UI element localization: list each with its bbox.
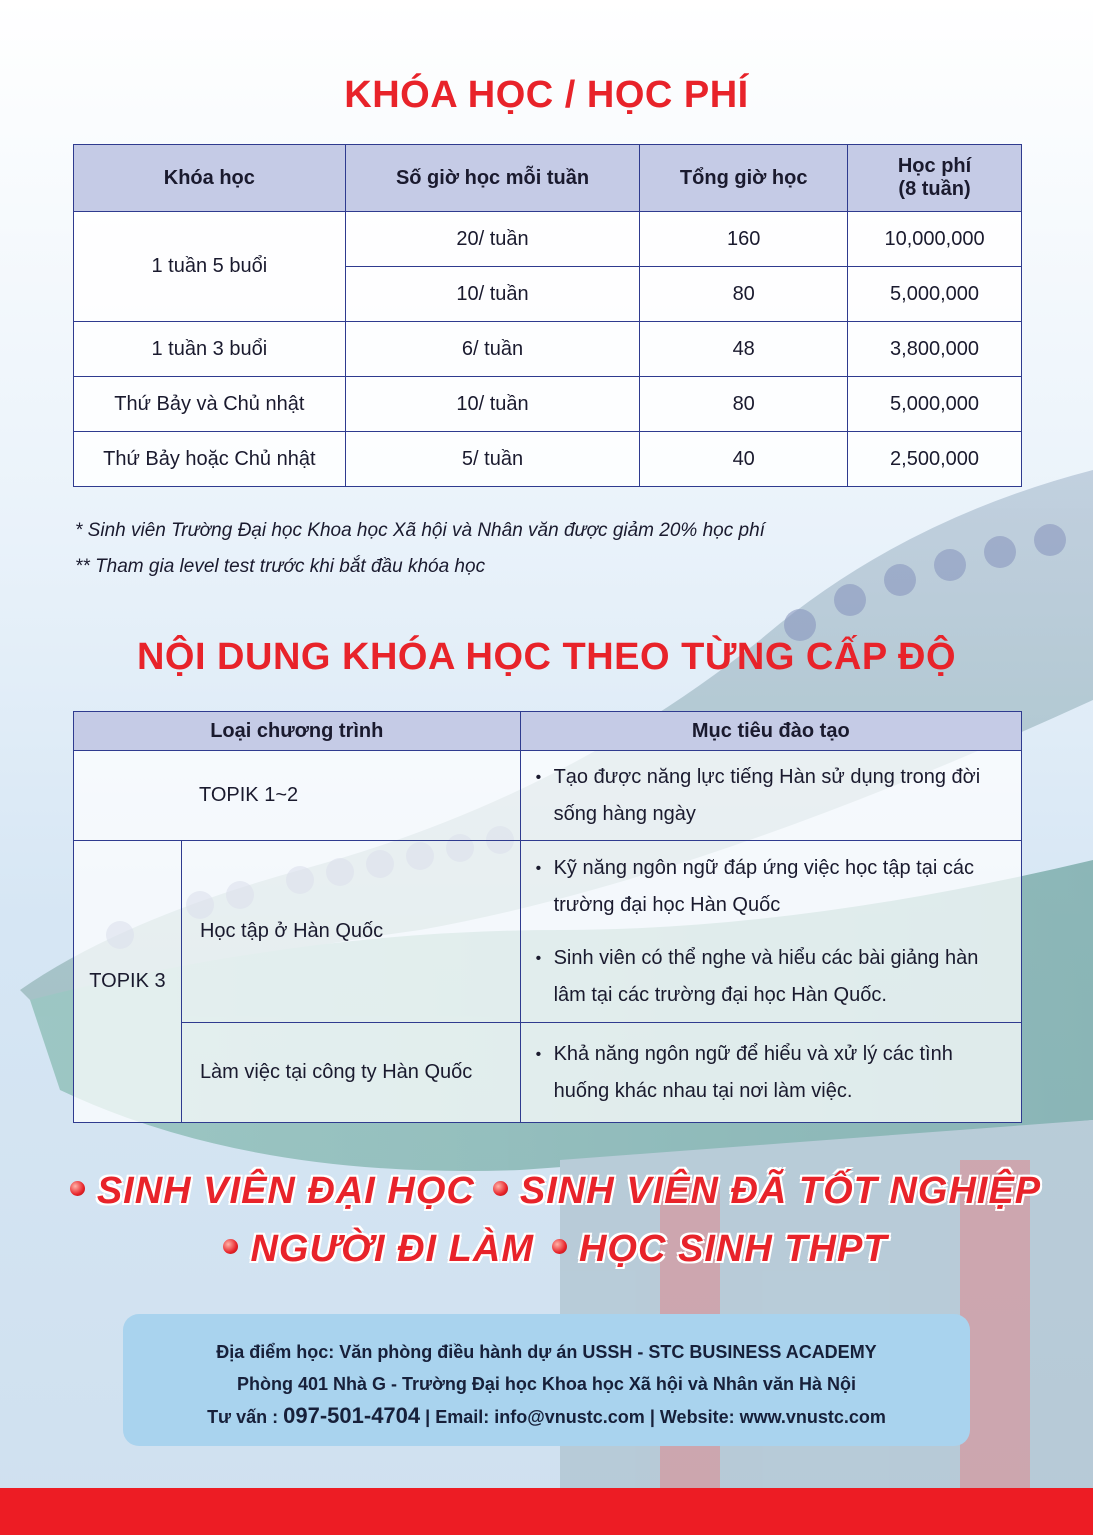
fee: 2,500,000: [848, 432, 1022, 487]
fee-notes: [75, 513, 765, 585]
audience-line-1: [0, 1170, 1093, 1213]
hours-per-week: 6/ tuần: [345, 322, 640, 377]
fees-title: KHÓA HỌC / HỌC PHÍ: [344, 74, 749, 116]
total-hours: 48: [640, 322, 848, 377]
fee: 5,000,000: [848, 377, 1022, 432]
goal-item: [522, 759, 1020, 833]
contact-email[interactable]: Email: info@vnustc.com: [435, 1407, 645, 1427]
table-row: [74, 322, 1022, 377]
total-hours: 80: [640, 377, 848, 432]
table-header-row: [74, 145, 1022, 212]
goal-text: Sinh viên có thể nghe và hiểu các bài giảng hàn lâm tại các trường đại học Hàn Quốc.: [553, 946, 979, 1006]
subprogram-study: Học tập ở Hàn Quốc: [181, 841, 520, 1023]
goal-text: Tạo được năng lực tiếng Hàn sử dụng trong đời sống hàng ngày: [553, 765, 981, 825]
contact-website[interactable]: Website: www.vnustc.com: [659, 1407, 886, 1427]
table-row: [74, 432, 1022, 487]
fee: 5,000,000: [848, 267, 1022, 322]
goal-text: Khả năng ngôn ngữ để hiểu và xử lý các tình huống khác nhau tại nơi làm việc.: [553, 1042, 953, 1102]
hours-per-week: 20/ tuần: [345, 212, 640, 267]
bullet-icon: •: [535, 949, 542, 967]
note-discount: * Sinh viên Trường Đại học Khoa học Xã hội và Nhân văn được giảm 20% học phí: [75, 520, 765, 541]
total-hours: 40: [640, 432, 848, 487]
contact-location: Địa điểm học: Văn phòng điều hành dự án USSH - STC BUSINESS ACADEMY: [216, 1342, 877, 1362]
table-row: [74, 751, 1022, 841]
bullet-ball-icon: [552, 1239, 567, 1254]
level-table: [73, 711, 1022, 1123]
hotline-number[interactable]: 097-501-4704: [283, 1403, 421, 1428]
course-name: Thứ Bảy và Chủ nhật: [74, 377, 346, 432]
col-header-hours-per-week: Số giờ học mỗi tuần: [345, 145, 640, 212]
separator: |: [649, 1407, 655, 1427]
total-hours: 160: [640, 212, 848, 267]
col-header-fee: [848, 145, 1022, 212]
goals-cell: [520, 751, 1021, 841]
col-header-total-hours: Tổng giờ học: [640, 145, 848, 212]
fee: 10,000,000: [848, 212, 1022, 267]
course-name: 1 tuần 5 buổi: [74, 212, 346, 322]
bullet-icon: •: [535, 1045, 542, 1063]
col-header-program: Loại chương trình: [74, 712, 521, 751]
bullet-ball-icon: [223, 1239, 238, 1254]
table-row: [74, 212, 1022, 267]
goals-cell: [520, 1023, 1021, 1123]
hotline-label: Tư vấn :: [207, 1407, 279, 1427]
contact-details: [123, 1400, 970, 1433]
audience-university-students: SINH VIÊN ĐẠI HỌC: [96, 1170, 475, 1212]
goal-item: [522, 850, 1020, 924]
bullet-icon: •: [535, 768, 542, 786]
fee-table: [73, 144, 1022, 487]
goal-item: [522, 1036, 1020, 1110]
col-header-fee-label: Học phí: [897, 155, 972, 177]
bullet-ball-icon: [70, 1181, 85, 1196]
table-row: [74, 841, 1022, 1023]
levels-title: NỘI DUNG KHÓA HỌC THEO TỪNG CẤP ĐỘ: [136, 636, 957, 678]
audience-workers: NGƯỜI ĐI LÀM: [250, 1228, 534, 1270]
total-hours: 80: [640, 267, 848, 322]
bullet-ball-icon: [493, 1181, 508, 1196]
subprogram-work: Làm việc tại công ty Hàn Quốc: [181, 1023, 520, 1123]
table-row: [74, 377, 1022, 432]
program-topik3: TOPIK 3: [74, 841, 182, 1123]
audience-line-2: [0, 1228, 1093, 1271]
course-name: Thứ Bảy hoặc Chủ nhật: [74, 432, 346, 487]
fee: 3,800,000: [848, 322, 1022, 377]
hours-per-week: 10/ tuần: [345, 377, 640, 432]
course-name: 1 tuần 3 buổi: [74, 322, 346, 377]
audience-high-school: HỌC SINH THPT: [578, 1228, 888, 1270]
goal-text: Kỹ năng ngôn ngữ đáp ứng việc học tập tại các trường đại học Hàn Quốc: [553, 856, 974, 916]
note-level-test: ** Tham gia level test trước khi bắt đầu khóa học: [75, 556, 486, 577]
contact-box: [123, 1314, 970, 1446]
table-header-row: [74, 712, 1022, 751]
goal-item: [522, 940, 1020, 1014]
audience-graduates: SINH VIÊN ĐÃ TỐT NGHIỆP: [519, 1170, 1042, 1212]
goals-cell: [520, 841, 1021, 1023]
program-topik12: TOPIK 1~2: [74, 751, 521, 841]
col-header-goals: Mục tiêu đào tạo: [520, 712, 1021, 751]
bullet-icon: •: [535, 859, 542, 877]
hours-per-week: 5/ tuần: [345, 432, 640, 487]
hours-per-week: 10/ tuần: [345, 267, 640, 322]
separator: |: [425, 1407, 431, 1427]
contact-address: Phòng 401 Nhà G - Trường Đại học Khoa học Xã hội và Nhân văn Hà Nội: [237, 1374, 856, 1394]
table-row: [74, 1023, 1022, 1123]
col-header-course: Khóa học: [74, 145, 346, 212]
col-header-fee-duration: (8 tuần): [898, 178, 971, 200]
footer-bar: [0, 1488, 1093, 1535]
